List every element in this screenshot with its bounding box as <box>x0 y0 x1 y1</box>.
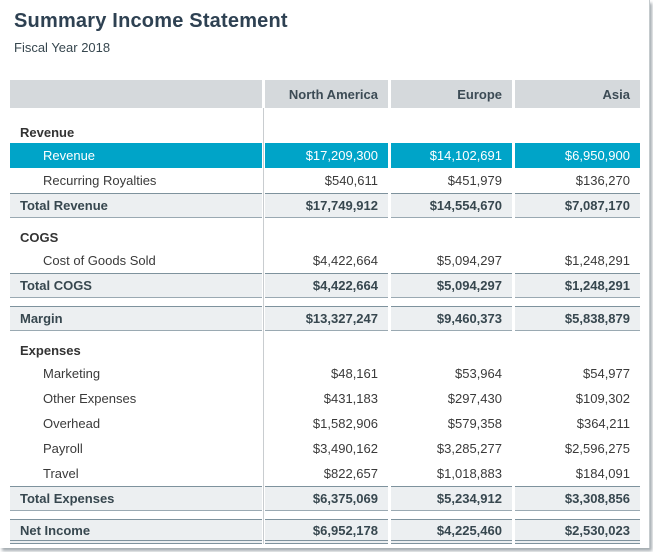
row-value: $579,358 <box>447 416 502 431</box>
row-value: $136,270 <box>575 173 630 188</box>
row-value: $364,211 <box>576 416 630 431</box>
section-header-row[interactable] <box>10 121 640 143</box>
row-value: $14,554,670 <box>391 193 512 218</box>
row-value: $6,375,069 <box>265 486 388 511</box>
row-value: $3,285,277 <box>436 441 502 456</box>
column-header-europe[interactable]: Europe <box>391 80 512 108</box>
row-label: Total Revenue <box>10 193 262 218</box>
row-value <box>515 339 640 361</box>
spacer-row <box>10 511 640 519</box>
row-label: Expenses <box>20 342 81 358</box>
spacer-row <box>10 298 640 306</box>
table-row[interactable] <box>10 411 640 436</box>
row-label: COGS <box>20 229 59 245</box>
row-value: $431,183 <box>323 391 378 406</box>
row-label: Revenue <box>20 124 75 140</box>
table-row[interactable] <box>10 386 640 411</box>
page-subtitle: Fiscal Year 2018 <box>14 40 111 55</box>
row-value <box>265 226 388 248</box>
row-value: $540,611 <box>324 173 378 188</box>
row-label: Recurring Royalties <box>43 173 157 188</box>
row-value: $54,977 <box>583 366 630 381</box>
total-row[interactable] <box>10 519 640 544</box>
row-value: $6,952,178 <box>265 519 388 544</box>
row-value: $4,422,664 <box>265 273 388 298</box>
row-value: $4,422,664 <box>312 253 378 268</box>
table-row[interactable] <box>10 168 640 193</box>
row-value: $6,950,900 <box>515 143 640 168</box>
section-header-row[interactable] <box>10 226 640 248</box>
row-value <box>515 121 640 143</box>
row-value <box>391 226 512 248</box>
row-label: Margin <box>10 306 262 331</box>
row-value <box>391 339 512 361</box>
row-label: Overhead <box>43 416 101 431</box>
row-value: $109,302 <box>575 391 630 406</box>
column-header-spacer <box>10 80 262 108</box>
row-value: $1,582,906 <box>312 416 378 431</box>
row-value: $3,490,162 <box>312 441 378 456</box>
row-value: $9,460,373 <box>391 306 512 331</box>
table-header-row <box>10 80 640 108</box>
total-row[interactable] <box>10 486 640 511</box>
row-value: $48,161 <box>331 366 378 381</box>
row-value: $53,964 <box>455 366 502 381</box>
row-value <box>265 339 388 361</box>
table-row[interactable] <box>10 361 640 386</box>
total-row[interactable] <box>10 306 640 331</box>
table-row[interactable] <box>10 143 640 168</box>
row-label: Net Income <box>10 519 262 544</box>
row-label: Total Expenses <box>10 486 262 511</box>
section-header-row[interactable] <box>10 339 640 361</box>
row-value <box>515 226 640 248</box>
row-value: $822,657 <box>323 466 378 481</box>
column-header-north-america[interactable]: North America <box>265 80 388 108</box>
table-body <box>10 121 640 544</box>
table-row[interactable] <box>10 436 640 461</box>
column-header-asia[interactable]: Asia <box>515 80 640 108</box>
table-row[interactable] <box>10 461 640 486</box>
row-value: $5,234,912 <box>391 486 512 511</box>
row-value: $13,327,247 <box>265 306 388 331</box>
row-label: Cost of Goods Sold <box>43 253 156 268</box>
row-label: Other Expenses <box>43 391 137 406</box>
row-value: $7,087,170 <box>515 193 640 218</box>
row-value <box>265 121 388 143</box>
row-label: Payroll <box>43 441 83 456</box>
header-gap <box>10 108 640 121</box>
row-value: $1,018,883 <box>436 466 502 481</box>
row-value: $17,209,300 <box>265 143 388 168</box>
row-value: $2,530,023 <box>515 519 640 544</box>
row-label: Travel <box>43 466 79 481</box>
row-value: $451,979 <box>447 173 502 188</box>
row-value: $297,430 <box>447 391 502 406</box>
row-label: Total COGS <box>10 273 262 298</box>
row-value: $4,225,460 <box>391 519 512 544</box>
row-value: $3,308,856 <box>515 486 640 511</box>
row-value: $5,094,297 <box>436 253 502 268</box>
spacer-row <box>10 218 640 226</box>
table-row[interactable] <box>10 248 640 273</box>
row-label: Revenue <box>10 143 262 168</box>
spacer-row <box>10 331 640 339</box>
row-label: Marketing <box>43 366 101 381</box>
total-row[interactable] <box>10 273 640 298</box>
row-value: $184,091 <box>575 466 630 481</box>
page-title: Summary Income Statement <box>14 10 288 32</box>
total-row[interactable] <box>10 193 640 218</box>
row-value <box>391 121 512 143</box>
row-value: $5,094,297 <box>391 273 512 298</box>
row-value: $14,102,691 <box>391 143 512 168</box>
row-value: $1,248,291 <box>564 253 630 268</box>
row-value: $2,596,275 <box>564 441 630 456</box>
row-value: $1,248,291 <box>515 273 640 298</box>
row-value: $17,749,912 <box>265 193 388 218</box>
row-value: $5,838,879 <box>515 306 640 331</box>
income-statement-table <box>10 80 640 544</box>
